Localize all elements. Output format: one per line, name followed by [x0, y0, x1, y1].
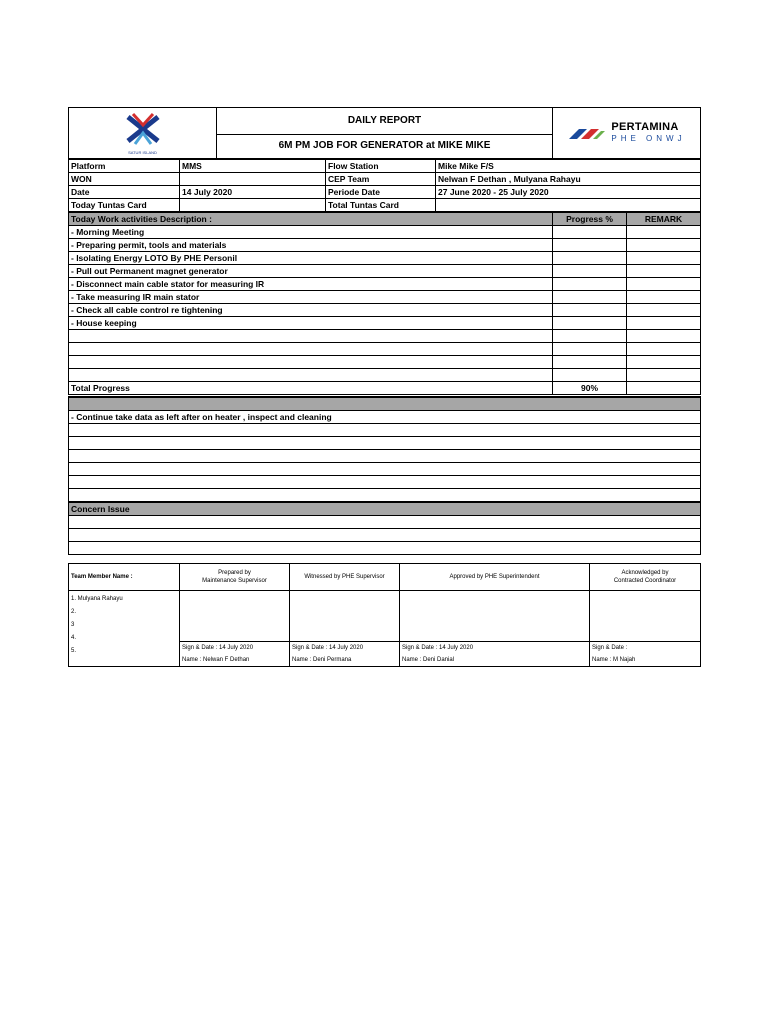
activity-description: - Take measuring IR main stator: [69, 291, 553, 304]
today-tuntas-label: Today Tuntas Card: [69, 199, 180, 212]
activity-progress: [553, 252, 627, 265]
activity-description: [69, 356, 553, 369]
plan-row: [69, 489, 701, 502]
daily-report-sheet: [68, 107, 700, 667]
concern-table: [68, 502, 701, 555]
today-tuntas-value: [180, 199, 326, 212]
flow-station-value: Mike Mike F/S: [436, 160, 701, 173]
cep-team-label: CEP Team: [326, 173, 436, 186]
activity-description: - Morning Meeting: [69, 226, 553, 239]
activity-row: [69, 317, 701, 330]
platform-label: Platform: [69, 160, 180, 173]
activity-row: [69, 239, 701, 252]
concern-row: [69, 542, 701, 555]
signoff-table: [68, 563, 701, 667]
right-logo-cell: [553, 108, 701, 159]
team-member: 4.: [71, 635, 77, 641]
activity-progress: [553, 291, 627, 304]
pertamina-brand-sub: PHE ONWJ: [611, 134, 686, 143]
witnessed-by-header: Witnessed by PHE Supervisor: [290, 564, 400, 591]
total-progress-label: Total Progress: [69, 382, 553, 395]
activity-description: - Pull out Permanent magnet generator: [69, 265, 553, 278]
job-title: 6M PM JOB FOR GENERATOR at MIKE MIKE: [217, 134, 553, 158]
plan-row: [69, 463, 701, 476]
plan-item: [69, 437, 701, 450]
ack-name: Name : M Najah: [590, 654, 701, 667]
date-label: Date: [69, 186, 180, 199]
plan-row: [69, 424, 701, 437]
activity-remark: [627, 330, 701, 343]
activity-description: [69, 343, 553, 356]
activity-remark: [627, 252, 701, 265]
activity-row: [69, 343, 701, 356]
approved-sign-date: Sign & Date : 14 July 2020: [400, 642, 590, 655]
plan-item: [69, 489, 701, 502]
prepared-signature-box: [180, 591, 290, 642]
signoff-gap: [68, 555, 700, 563]
concern-item: [69, 529, 701, 542]
concern-item: [69, 516, 701, 529]
remark-header: REMARK: [627, 213, 701, 226]
activity-description: - Preparing permit, tools and materials: [69, 239, 553, 252]
concern-row: [69, 529, 701, 542]
total-progress-value: 90%: [553, 382, 627, 395]
flow-station-label: Flow Station: [326, 160, 436, 173]
activity-description: - Isolating Energy LOTO By PHE Personil: [69, 252, 553, 265]
pertamina-brand-name: PERTAMINA: [611, 121, 679, 133]
approved-name: Name : Deni Danial: [400, 654, 590, 667]
plan-table: [68, 396, 701, 502]
activity-row: [69, 330, 701, 343]
activity-description: [69, 369, 553, 382]
activity-remark: [627, 291, 701, 304]
concern-item: [69, 542, 701, 555]
date-value: 14 July 2020: [180, 186, 326, 199]
activity-progress: [553, 226, 627, 239]
won-label: WON: [69, 173, 180, 186]
witnessed-name: Name : Deni Permana: [290, 654, 400, 667]
plan-item: [69, 463, 701, 476]
activity-description: - Check all cable control re tightening: [69, 304, 553, 317]
activity-row: [69, 226, 701, 239]
activity-remark: [627, 317, 701, 330]
witnessed-signature-box: [290, 591, 400, 642]
activities-header: Today Work activities Description :: [69, 213, 553, 226]
activity-row: [69, 304, 701, 317]
acknowledged-by-header: [590, 564, 701, 591]
periode-date-value: 27 June 2020 - 25 July 2020: [436, 186, 701, 199]
ack-signature-box: [590, 591, 701, 642]
activity-row: [69, 252, 701, 265]
plan-row: [69, 411, 701, 424]
total-progress-remark: [627, 382, 701, 395]
activity-progress: [553, 278, 627, 291]
report-title: DAILY REPORT: [217, 108, 553, 135]
approved-signature-box: [400, 591, 590, 642]
plan-header: [69, 397, 701, 411]
concern-header: Concern Issue: [69, 503, 701, 516]
total-tuntas-label: Total Tuntas Card: [326, 199, 436, 212]
activity-row: [69, 291, 701, 304]
ack-sign-date: Sign & Date :: [590, 642, 701, 655]
activity-progress: [553, 356, 627, 369]
witnessed-sign-date: Sign & Date : 14 July 2020: [290, 642, 400, 655]
platform-value: MMS: [180, 160, 326, 173]
activity-remark: [627, 265, 701, 278]
activities-table: [68, 212, 701, 395]
activity-remark: [627, 369, 701, 382]
activity-progress: [553, 317, 627, 330]
won-value: [180, 173, 326, 186]
activity-description: - Disconnect main cable stator for measuring IR: [69, 278, 553, 291]
cep-team-value: Nelwan F Dethan , Mulyana Rahayu: [436, 173, 701, 186]
ack-line1: Acknowledged by: [621, 570, 669, 576]
activity-description: - House keeping: [69, 317, 553, 330]
ack-line2: Contracted Coordinator: [613, 578, 677, 584]
plan-item: [69, 476, 701, 489]
activity-remark: [627, 278, 701, 291]
plan-row: [69, 450, 701, 463]
team-member: 5.: [71, 648, 77, 654]
satur-island-logo-icon: [123, 111, 163, 147]
left-logo-cell: [69, 108, 217, 159]
prepared-name: Name : Nelwan F Dethan: [180, 654, 290, 667]
progress-header: Progress %: [553, 213, 627, 226]
approved-by-header: Approved by PHE Superintendent: [400, 564, 590, 591]
concern-row: [69, 516, 701, 529]
activity-row: [69, 265, 701, 278]
activity-progress: [553, 239, 627, 252]
plan-row: [69, 476, 701, 489]
activity-remark: [627, 343, 701, 356]
activity-row: [69, 356, 701, 369]
prepared-line1: Prepared by: [218, 570, 251, 576]
activity-row: [69, 278, 701, 291]
prepared-by-header: [180, 564, 290, 591]
info-table: [68, 159, 701, 212]
activity-remark: [627, 304, 701, 317]
total-tuntas-value: [436, 199, 701, 212]
team-member: 2.: [71, 609, 77, 615]
left-logo-caption: SATUR ISLAND: [128, 150, 157, 155]
pertamina-logo-icon: [567, 125, 607, 141]
activity-remark: [627, 239, 701, 252]
plan-item: - Continue take data as left after on heater , inspect and cleaning: [69, 411, 701, 424]
team-members-list: [69, 591, 180, 667]
activity-progress: [553, 369, 627, 382]
activity-progress: [553, 330, 627, 343]
activity-remark: [627, 356, 701, 369]
periode-date-label: Periode Date: [326, 186, 436, 199]
team-member: 3: [71, 622, 75, 628]
team-member: 1. Mulyana Rahayu: [71, 596, 123, 602]
prepared-sign-date: Sign & Date : 14 July 2020: [180, 642, 290, 655]
activity-remark: [627, 226, 701, 239]
prepared-line2: Maintenance Supervisor: [202, 578, 267, 584]
activity-description: [69, 330, 553, 343]
left-logo: [71, 108, 214, 158]
header-table: [68, 107, 701, 159]
activity-row: [69, 369, 701, 382]
activity-progress: [553, 265, 627, 278]
activity-progress: [553, 343, 627, 356]
plan-item: [69, 450, 701, 463]
activity-progress: [553, 304, 627, 317]
plan-row: [69, 437, 701, 450]
team-member-label: Team Member Name :: [69, 564, 180, 591]
plan-item: [69, 424, 701, 437]
right-logo: [555, 108, 698, 158]
